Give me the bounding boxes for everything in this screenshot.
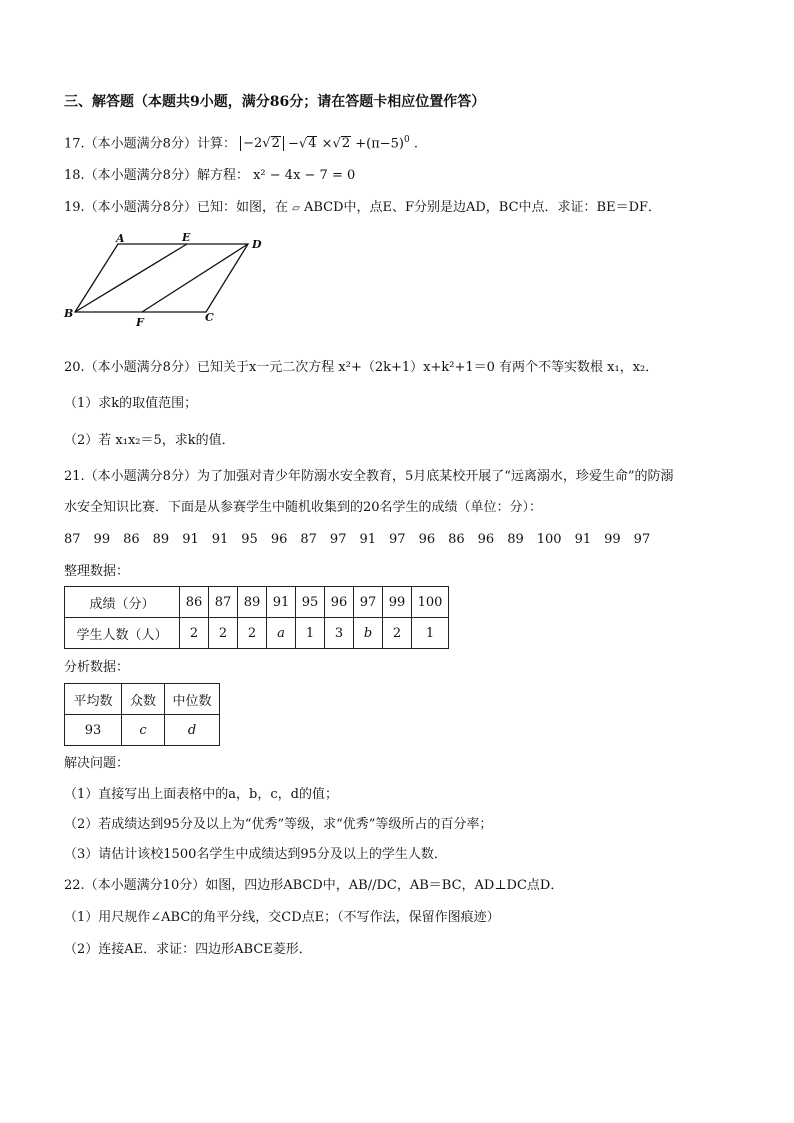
label-f: F bbox=[136, 316, 144, 329]
table-cell: c bbox=[122, 715, 165, 746]
score-list bbox=[64, 531, 663, 549]
score-value: 91 bbox=[359, 532, 377, 547]
segment-be bbox=[75, 244, 187, 312]
table-cell: d bbox=[165, 715, 220, 746]
table-cell: 86 bbox=[180, 587, 209, 618]
table-row bbox=[65, 715, 220, 746]
label-d: D bbox=[252, 238, 262, 251]
q20-part-2: （2）若 x₁x₂＝5，求k的值． bbox=[64, 433, 235, 448]
q21-part-1: （1）直接写出上面表格中的a，b，c，d的值； bbox=[64, 787, 338, 802]
label-a: A bbox=[116, 232, 125, 245]
table-header-cell: 平均数 bbox=[65, 684, 122, 715]
sqrt-icon: √ bbox=[298, 136, 308, 152]
table-row bbox=[65, 587, 449, 618]
score-value: 97 bbox=[633, 532, 651, 547]
table-header-cell: 学生人数（人） bbox=[65, 618, 180, 649]
table-header-cell: 众数 bbox=[122, 684, 165, 715]
parallelogram-outline bbox=[75, 244, 248, 312]
q19-text-a: 19.（本小题满分8分）已知：如图，在 bbox=[64, 200, 288, 215]
score-value: 89 bbox=[507, 532, 524, 547]
table-cell: 1 bbox=[296, 618, 325, 649]
table-cell: 100 bbox=[412, 587, 449, 618]
q17-sqrt-b: 4 bbox=[308, 136, 317, 152]
table-cell: 2 bbox=[209, 618, 238, 649]
parallelogram-figure bbox=[60, 230, 290, 330]
label-b: B bbox=[64, 307, 74, 320]
table-cell: 2 bbox=[383, 618, 412, 649]
analyze-label: 分析数据： bbox=[64, 660, 130, 675]
q17-minus: − bbox=[287, 136, 299, 152]
question-17 bbox=[64, 131, 418, 153]
table-cell: 91 bbox=[267, 587, 296, 618]
q17-exponent: 0 bbox=[403, 135, 410, 145]
score-value: 91 bbox=[182, 532, 199, 547]
table-row bbox=[65, 618, 449, 649]
label-c: C bbox=[205, 311, 214, 324]
table-cell: 95 bbox=[296, 587, 325, 618]
sqrt-icon: √ bbox=[262, 136, 271, 152]
q22-part-2: （2）连接AE．求证：四边形ABCE菱形． bbox=[64, 942, 312, 957]
q17-paren: +(π−5) bbox=[355, 136, 404, 152]
q18-prefix: 18.（本小题满分8分）解方程： bbox=[64, 168, 249, 183]
score-value: 99 bbox=[604, 532, 621, 547]
q22-part-1: （1）用尺规作∠ABC的角平分线，交CD点E；（不写作法，保留作图痕迹） bbox=[64, 910, 500, 925]
table-header-cell: 中位数 bbox=[165, 684, 220, 715]
table-cell: b bbox=[354, 618, 383, 649]
question-19 bbox=[64, 199, 661, 218]
score-value: 86 bbox=[448, 532, 465, 547]
table-cell: 96 bbox=[325, 587, 354, 618]
segment-df bbox=[142, 244, 248, 312]
question-21-line-1: 21.（本小题满分8分）为了加强对青少年防溺水安全教育，5月底某校开展了“远离溺水，珍爱生命”的防溺 bbox=[64, 469, 674, 484]
parallelogram-symbol-icon: ▱ bbox=[292, 203, 300, 214]
score-value: 89 bbox=[152, 532, 170, 547]
score-value: 86 bbox=[123, 532, 140, 547]
score-value: 97 bbox=[329, 532, 347, 547]
q17-end: . bbox=[413, 136, 418, 152]
organize-label: 整理数据： bbox=[64, 564, 130, 579]
score-value: 100 bbox=[536, 532, 562, 547]
q19-text-b: ABCD中，点E、F分别是边AD，BC中点．求证：BE＝DF． bbox=[303, 200, 662, 215]
q17-abs-content: −2 bbox=[243, 136, 263, 152]
score-value: 91 bbox=[574, 532, 592, 547]
frequency-table bbox=[64, 586, 449, 649]
score-value: 91 bbox=[211, 532, 229, 547]
table-cell: 93 bbox=[65, 715, 122, 746]
question-22: 22.（本小题满分10分）如图，四边形ABCD中，AB//DC，AB＝BC，AD⊥DC点D． bbox=[64, 878, 564, 893]
q17-prefix: 17.（本小题满分8分）计算： bbox=[64, 136, 236, 152]
q17-times: × bbox=[321, 136, 333, 152]
q21-part-3: （3）请估计该校1500名学生中成绩达到95分及以上的学生人数． bbox=[64, 847, 447, 862]
table-cell: 3 bbox=[325, 618, 354, 649]
table-cell: 2 bbox=[180, 618, 209, 649]
sqrt-icon: √ bbox=[332, 136, 341, 152]
table-row bbox=[65, 684, 220, 715]
table-cell: 99 bbox=[383, 587, 412, 618]
question-21-line-2: 水安全知识比赛．下面是从参赛学生中随机收集到的20名学生的成绩（单位：分）： bbox=[64, 500, 543, 515]
score-value: 99 bbox=[93, 532, 111, 547]
q18-equation: x² − 4x − 7 = 0 bbox=[253, 168, 356, 183]
table-cell: 97 bbox=[354, 587, 383, 618]
label-e: E bbox=[182, 231, 191, 244]
question-18 bbox=[64, 167, 355, 185]
q21-part-2: （2）若成绩达到95分及以上为“优秀”等级，求“优秀”等级所占的百分率； bbox=[64, 817, 493, 832]
score-values bbox=[64, 532, 663, 547]
solve-label: 解决问题： bbox=[64, 756, 130, 771]
score-value: 96 bbox=[270, 532, 288, 547]
q17-sqrt-c: 2 bbox=[341, 136, 351, 152]
table-header-cell: 成绩（分） bbox=[65, 587, 180, 618]
score-value: 87 bbox=[64, 532, 81, 547]
table-cell: 87 bbox=[209, 587, 238, 618]
table-cell: 1 bbox=[412, 618, 449, 649]
score-value: 96 bbox=[418, 532, 436, 547]
q17-absolute-value bbox=[240, 136, 284, 151]
table-cell: 2 bbox=[238, 618, 267, 649]
question-20: 20.（本小题满分8分）已知关于x一元二次方程 x²+（2k+1）x+k²+1＝0 有两个不等实数根 x₁，x₂． bbox=[64, 360, 659, 375]
q17-sqrt-a: 2 bbox=[271, 136, 280, 152]
score-value: 96 bbox=[477, 532, 495, 547]
score-value: 97 bbox=[389, 532, 406, 547]
score-value: 95 bbox=[241, 532, 258, 547]
table-cell: 89 bbox=[238, 587, 267, 618]
q20-part-1: （1）求k的取值范围； bbox=[64, 396, 198, 411]
section-title: 三、解答题（本题共9小题，满分86分；请在答题卡相应位置作答） bbox=[64, 94, 486, 110]
table-cell: a bbox=[267, 618, 296, 649]
statistics-table bbox=[64, 683, 220, 746]
score-value: 87 bbox=[300, 532, 317, 547]
